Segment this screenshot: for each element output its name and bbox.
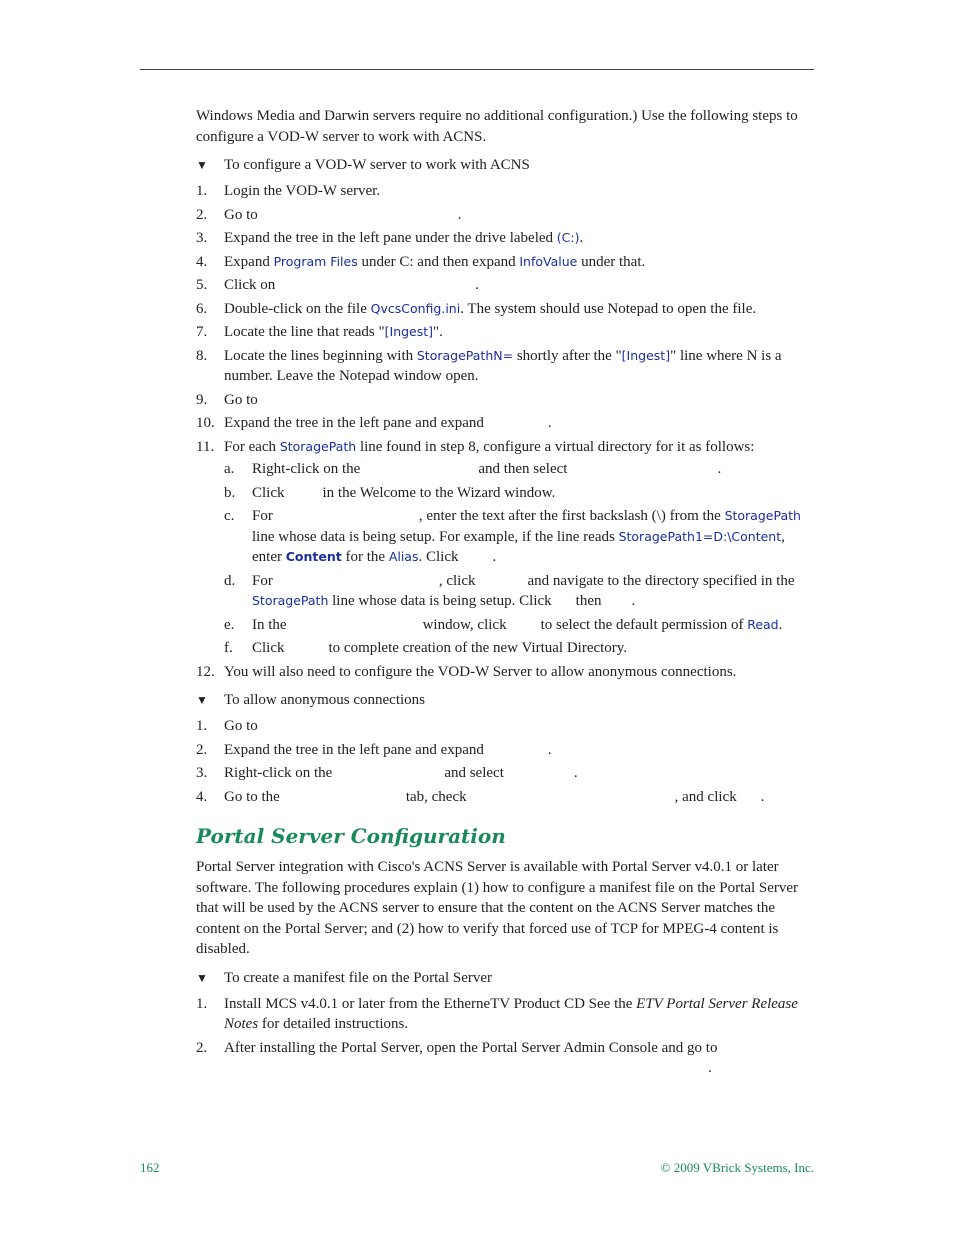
list-item: 2. After installing the Portal Server, open the Portal Server Admin Console and go to . xyxy=(196,1039,718,1076)
list-item: 2. Go to . xyxy=(196,206,462,223)
list-item: f. Click to complete creation of the new Virtual Directory. xyxy=(224,640,628,656)
list-item: 1. Go to xyxy=(196,718,258,734)
procedure-steps xyxy=(196,181,816,682)
triangle-down-icon: ▼ xyxy=(196,693,208,707)
procedure-steps xyxy=(196,994,816,1079)
procedure-heading xyxy=(196,690,816,710)
procedure-title: To configure a VOD-W server to work with ACNS xyxy=(224,157,530,173)
list-item: 4. Expand Program Files under C: and then expand InfoValue under that. xyxy=(196,253,646,270)
list-item: b. Click in the Welcome to the Wizard window. xyxy=(224,484,556,501)
procedure-heading xyxy=(196,155,816,175)
triangle-down-icon: ▼ xyxy=(196,970,208,985)
header-rule xyxy=(140,69,814,70)
procedure-title: To allow anonymous connections xyxy=(224,692,425,708)
procedure-steps xyxy=(196,716,816,807)
list-item: 2. Expand the tree in the left pane and expand . xyxy=(196,741,552,758)
list-item: d. For , click and navigate to the directory specified in the StoragePath line whose data is being setup. Click then . xyxy=(224,572,795,609)
section-heading: Portal Server Configuration xyxy=(196,824,506,848)
copyright: © 2009 VBrick Systems, Inc. xyxy=(660,1160,814,1175)
sub-steps xyxy=(224,459,816,659)
list-item: 10. Expand the tree in the left pane and expand . xyxy=(196,415,552,431)
procedure-heading xyxy=(196,968,816,988)
list-item: 8. Locate the lines beginning with StoragePathN= shortly after the "[Ingest]" line where N is a number. Leave the Notepad window open. xyxy=(196,347,782,384)
list-item: e. In the window, click to select the default permission of Read. xyxy=(224,616,783,633)
section-paragraph: Portal Server integration with Cisco's ACNS Server is available with Portal Server v4.0.1 or later software. The following procedures explain (1) how to configure a manifest file on the Portal Server that will be used by the ACNS server to ensure that the content on the ACNS Server matches the content on the Portal Server; and (2) how to verify that forced use of TCP for MPEG-4 content is disabled. xyxy=(196,859,799,957)
intro-paragraph: Windows Media and Darwin servers require no additional configuration.) Use the following steps to configure a VOD-W server to work with ACNS. xyxy=(196,108,798,145)
page-number: 162 xyxy=(140,1160,160,1175)
page-content xyxy=(196,106,816,1082)
list-item: 4. Go to the tab, check , and click . xyxy=(196,788,765,805)
list-item: 5. Click on . xyxy=(196,277,479,293)
triangle-down-icon: ▼ xyxy=(196,158,208,172)
procedure-title: To create a manifest file on the Portal Server xyxy=(224,969,493,986)
list-item: c. For , enter the text after the first backslash (\) from the StoragePath line whose data is being setup. For example, if the line reads StoragePath1=D:\Content, enter Content for the Alias. Click . xyxy=(224,508,801,565)
list-item: 3. Right-click on the and select . xyxy=(196,765,578,781)
list-item: a. Right-click on the and then select . xyxy=(224,461,722,477)
list-item: 1. Login the VOD-W server. xyxy=(196,183,381,199)
list-item: 7. Locate the line that reads "[Ingest]". xyxy=(196,324,443,340)
list-item: 1. Install MCS v4.0.1 or later from the EtherneTV Product CD See the ETV Portal Server Release Notes for detailed instructions. xyxy=(196,995,798,1032)
list-item: 12. You will also need to configure the VOD-W Server to allow anonymous connections. xyxy=(196,663,737,680)
list-item: 6. Double-click on the file QvcsConfig.ini. The system should use Notepad to open the file. xyxy=(196,300,757,317)
list-item: 9. Go to xyxy=(196,391,258,408)
list-item: 11. For each StoragePath line found in step 8, configure a virtual directory for it as follows: a. Right-click on the and then select . b. Click in the Welcome to the Wizard window. c. For , enter the text after the first backslash (\) from the StoragePath line whose data is being setup. For example, if the line reads StoragePath1=D:\Content, enter Content for the Alias. Click . d. For , click and navigate to the directory specified in the StoragePath line whose data is being setup. Click then . e. In the window, click to select the default permission of Read. f. Click to complete creation of the new Virtual Directory. xyxy=(196,437,816,659)
list-item: 3. Expand the tree in the left pane under the drive labeled (C:). xyxy=(196,230,584,246)
